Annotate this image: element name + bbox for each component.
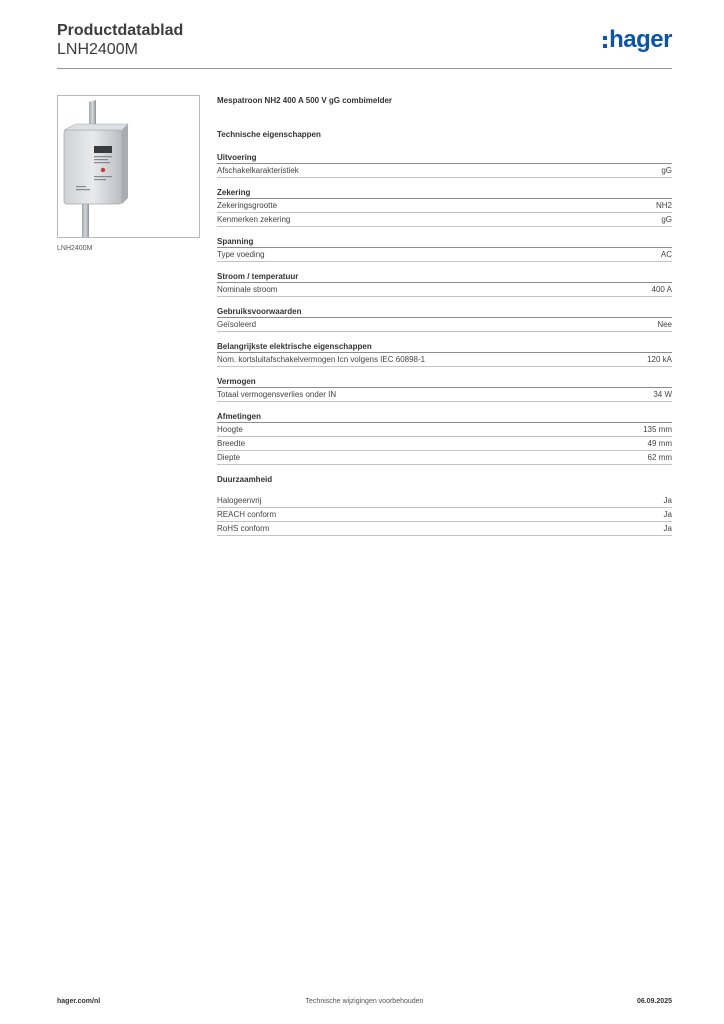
footer-website-link[interactable]: hager.com/nl [57,998,101,1005]
spec-label: Totaal vermogensverlies onder IN [217,390,337,399]
logo-colon-icon [603,36,607,48]
product-code: LNH2400M [57,41,138,58]
group-title: Vermogen [217,376,672,388]
footer-date: 06.09.2025 [636,998,672,1005]
spec-label: Kenmerken zekering [217,215,291,224]
spec-row [217,283,672,297]
spec-row [217,522,672,536]
spec-label: Afschakelkarakteristiek [217,166,299,175]
spec-value: 400 A [651,285,672,294]
fuse-illustration [58,96,199,237]
spec-row [217,353,672,367]
spec-group-gebruiksvoorwaarden [217,306,672,332]
group-title: Belangrijkste elektrische eigenschappen [217,341,672,353]
spec-row [217,388,672,402]
spec-value: Ja [663,524,672,533]
group-title: Zekering [217,187,672,199]
page-header [57,20,672,68]
spec-label: Diepte [217,453,241,462]
spec-group-spanning [217,236,672,262]
spec-row [217,508,672,522]
spec-label: RoHS conform [217,524,270,533]
spec-label: Halogeenvrij [217,496,262,505]
spec-value: AC [660,250,672,259]
spec-label: Hoogte [217,425,243,434]
spec-value: gG [661,215,672,224]
spec-group-uitvoering [217,152,672,178]
spec-row [217,199,672,213]
spec-row [217,164,672,178]
spec-value: gG [661,166,672,175]
group-title: Uitvoering [217,152,672,164]
spec-group-duurzaamheid [217,474,672,536]
spec-label: REACH conform [217,510,277,519]
spec-value: Nee [657,320,672,329]
hager-logo [603,26,672,54]
group-title: Stroom / temperatuur [217,271,672,283]
spec-group-afmetingen [217,411,672,465]
product-image [57,95,200,238]
group-title: Spanning [217,236,672,248]
spec-value: 62 mm [647,453,672,462]
image-caption: LNH2400M [57,245,93,252]
spec-row [217,437,672,451]
spec-value: 34 W [653,390,672,399]
spec-value: 120 kA [647,355,672,364]
spec-label: Geïsoleerd [217,320,257,329]
spec-label: Nom. kortsluitafschakelvermogen Icn volgens IEC 60898-1 [217,355,426,364]
spec-label: Type voeding [217,250,265,259]
spec-group-elektrisch [217,341,672,367]
spec-value: NH2 [655,201,672,210]
spec-label: Nominale stroom [217,285,278,294]
spec-row [217,318,672,332]
spec-row [217,494,672,508]
product-name: Mespatroon NH2 400 A 500 V gG combimelder [217,96,393,105]
spec-row [217,213,672,227]
spec-value: 49 mm [647,439,672,448]
spec-group-stroom [217,271,672,297]
spec-group-vermogen [217,376,672,402]
spec-row [217,423,672,437]
footer-notice: Technische wijzigingen voorbehouden [305,998,424,1005]
group-title: Gebruiksvoorwaarden [217,306,672,318]
header-divider [57,68,672,69]
group-title: Duurzaamheid [217,475,273,484]
spec-row [217,451,672,465]
spec-label: Zekeringsgrootte [217,201,278,210]
logo-text: hager [609,26,672,53]
spec-sheet [217,95,672,545]
spec-value: Ja [663,510,672,519]
spec-value: Ja [663,496,672,505]
spec-row [217,248,672,262]
group-title: Afmetingen [217,411,672,423]
spec-value: 135 mm [643,425,672,434]
spec-label: Breedte [217,439,246,448]
document-title: Productdatablad [57,22,184,39]
section-heading: Technische eigenschappen [217,130,321,139]
spec-group-zekering [217,187,672,227]
